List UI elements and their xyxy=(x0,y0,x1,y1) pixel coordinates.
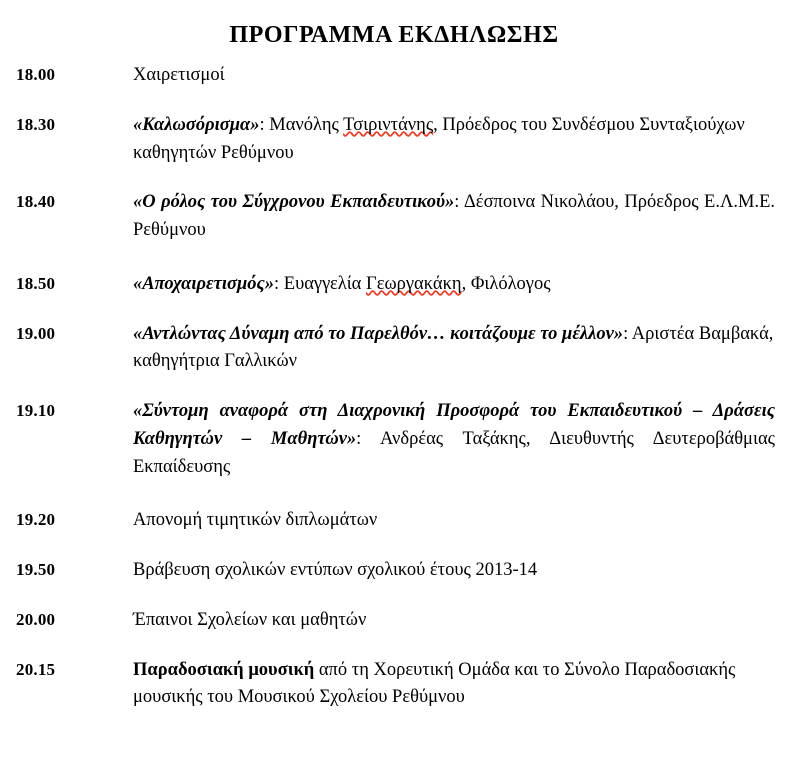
entry-description xyxy=(133,271,775,299)
program-entry xyxy=(0,657,788,713)
entry-time: 19.10 xyxy=(16,401,56,420)
program-entry xyxy=(0,112,788,168)
entry-detail-text: : Αριστέα Βαμβακά, καθηγήτρια Γαλλικών xyxy=(133,323,774,372)
entry-title-emphasis: «Σύντομη αναφορά στη Διαχρονική Προσφορά του Εκπαιδευτικού – Δράσεις Καθηγητών – Μαθητών» xyxy=(133,401,775,449)
program-entry xyxy=(0,62,788,90)
program-list xyxy=(0,62,788,734)
entry-title-emphasis: «Ο ρόλος του Σύγχρονου Εκπαιδευτικού» xyxy=(133,192,455,213)
program-entry xyxy=(0,271,788,299)
page-title: ΠΡΟΓΡΑΜΜΑ ΕΚΔΗΛΩΣΗΣ xyxy=(229,22,559,49)
spellcheck-flagged-word[interactable]: Τσιριντάνης xyxy=(343,114,434,135)
entry-detail-text: Βράβευση σχολικών εντύπων σχολικού έτους 2013-14 xyxy=(133,560,538,580)
program-entry xyxy=(0,321,788,377)
program-entry xyxy=(0,189,788,245)
entry-description xyxy=(133,507,775,535)
entry-description xyxy=(133,189,775,245)
entry-time: 20.15 xyxy=(16,659,56,679)
entry-title-emphasis: «Αντλώντας Δύναμη από το Παρελθόν… κοιτάζουμε το μέλλον» xyxy=(133,323,624,344)
entry-detail-text: : Ανδρέας Ταξάκης, Διευθυντής Δευτεροβάθμιας Εκπαίδευσης xyxy=(133,428,775,477)
entry-title-emphasis: Παραδοσιακή μουσική xyxy=(133,659,315,680)
entry-time: 20.00 xyxy=(16,609,56,629)
program-entry xyxy=(0,398,788,481)
entry-time: 18.30 xyxy=(16,114,56,134)
program-entry xyxy=(0,607,788,635)
entry-detail-text: Απονομή τιμητικών διπλωμάτων xyxy=(133,510,378,531)
entry-detail-text: από τη Χορευτική Ομάδα και το Σύνολο Παραδοσιακής μουσικής του Μουσικού Σχολείου Ρεθύμνου xyxy=(133,659,736,708)
entry-detail-text: : Μανόλης xyxy=(259,114,344,135)
entry-detail-text: : Δέσποινα Νικολάου, Πρόεδρος Ε.Λ.Μ.Ε. Ρεθύμνου xyxy=(133,192,776,240)
entry-time: 18.40 xyxy=(16,192,56,212)
program-entry xyxy=(0,507,788,535)
spellcheck-flagged-word[interactable]: Γεωργακάκη xyxy=(366,273,462,294)
entry-detail-text: Χαιρετισμοί xyxy=(133,65,225,85)
entry-description xyxy=(133,321,775,377)
entry-time: 18.00 xyxy=(16,65,56,84)
entry-title-emphasis: «Αποχαιρετισμός» xyxy=(133,273,274,294)
entry-description xyxy=(133,557,775,585)
entry-detail-text-tail: , Πρόεδρος του Συνδέσμου Συνταξιούχων καθηγητών Ρεθύμνου xyxy=(133,114,745,163)
entry-description xyxy=(133,62,775,90)
entry-description xyxy=(133,657,775,713)
program-entry xyxy=(0,557,788,585)
entry-description xyxy=(133,607,775,635)
entry-detail-text: Έπαινοι Σχολείων και μαθητών xyxy=(133,609,367,630)
entry-time: 19.20 xyxy=(16,510,56,530)
entry-detail-text: : Ευαγγελία xyxy=(274,273,366,294)
entry-time: 18.50 xyxy=(16,273,56,293)
entry-detail-text-tail: , Φιλόλογος xyxy=(461,273,551,294)
entry-description xyxy=(133,398,775,481)
entry-title-emphasis: «Καλωσόρισμα» xyxy=(133,114,260,135)
entry-time: 19.00 xyxy=(16,323,56,343)
entry-description xyxy=(133,112,775,168)
entry-time: 19.50 xyxy=(16,560,56,579)
